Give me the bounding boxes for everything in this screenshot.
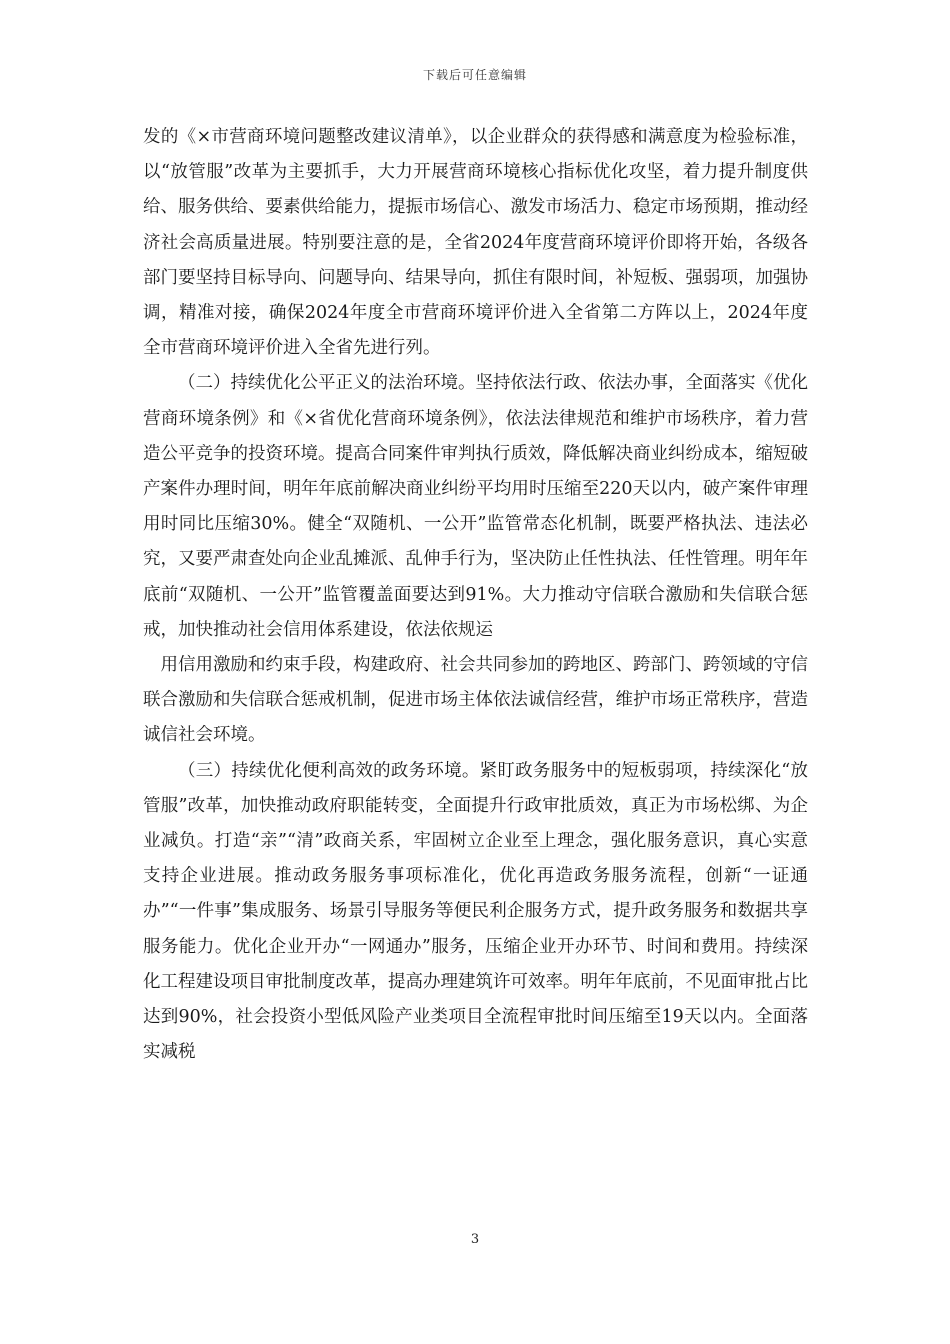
paragraph-rule-of-law-environment: （二）持续优化公平正义的法治环境。坚持依法行政、依法办事，全面落实《优化营商环境条例》和《×省优化营商环境条例》，依法法律规范和维护市场秩序，着力营造公平竞争的投资环境。提高合同案件审判执行质效，降低解决商业纠纷成本，缩短破产案件办理时间，明年年底前解决商业纠纷平均用时压缩至220天以内，破产案件审理用时同比压缩30%。健全“双随机、一公开”监管常态化机制，既要严格执法、违法必究，又要严肃查处向企业乱摊派、乱伸手行为，坚决防止任性执法、任性管理。明年年底前“双随机、一公开”监管覆盖面要达到91%。大力推动守信联合激励和失信联合惩戒，加快推动社会信用体系建设，依法依规运 (143, 373, 808, 640)
paragraph-continuation: 发的《×市营商环境问题整改建议清单》，以企业群众的获得感和满意度为检验标准，以“放管服”改革为主要抓手，大力开展营商环境核心指标优化攻坚，着力提升制度供给、服务供给、要素供给能力，提振市场信心、激发市场活力、稳定市场预期，推动经济社会高质量进展。特别要注意的是，全省2024年度营商环境评价即将开始，各级各部门要坚持目标导向、问题导向、结果导向，抓住有限时间，补短板、强弱项，加强协调，精准对接，确保2024年度全市营商环境评价进入全省第二方阵以上，2024年度全市营商环境评价进入全省先进行列。 (143, 127, 808, 359)
page-number: 3 (470, 1232, 480, 1247)
paragraph-credit-mechanism: 用信用激励和约束手段，构建政府、社会共同参加的跨地区、跨部门、跨领域的守信联合激励和失信联合惩戒机制，促进市场主体依法诚信经营，维护市场正常秩序，营造诚信社会环境。 (143, 655, 808, 746)
paragraph-government-service-environment: （三）持续优化便利高效的政务环境。紧盯政务服务中的短板弱项，持续深化“放管服”改革，加快推动政府职能转变，全面提升行政审批质效，真正为市场松绑、为企业减负。打造“亲”“清”政商关系，牢固树立企业至上理念，强化服务意识，真心实意支持企业进展。推动政务服务事项标准化，优化再造政务服务流程，创新“一证通办”“一件事”集成服务、场景引导服务等便民利企服务方式，提升政务服务和数据共享服务能力。优化企业开办“一网通办”服务，压缩企业开办环节、时间和费用。持续深化工程建设项目审批制度改革，提高办理建筑许可效率。明年年底前，不见面审批占比达到90%，社会投资小型低风险产业类项目全流程审批时间压缩至19天以内。全面落实减税 (143, 760, 808, 1063)
page-header: 下载后可任意编辑 (422, 68, 527, 82)
document-body (143, 120, 808, 1070)
